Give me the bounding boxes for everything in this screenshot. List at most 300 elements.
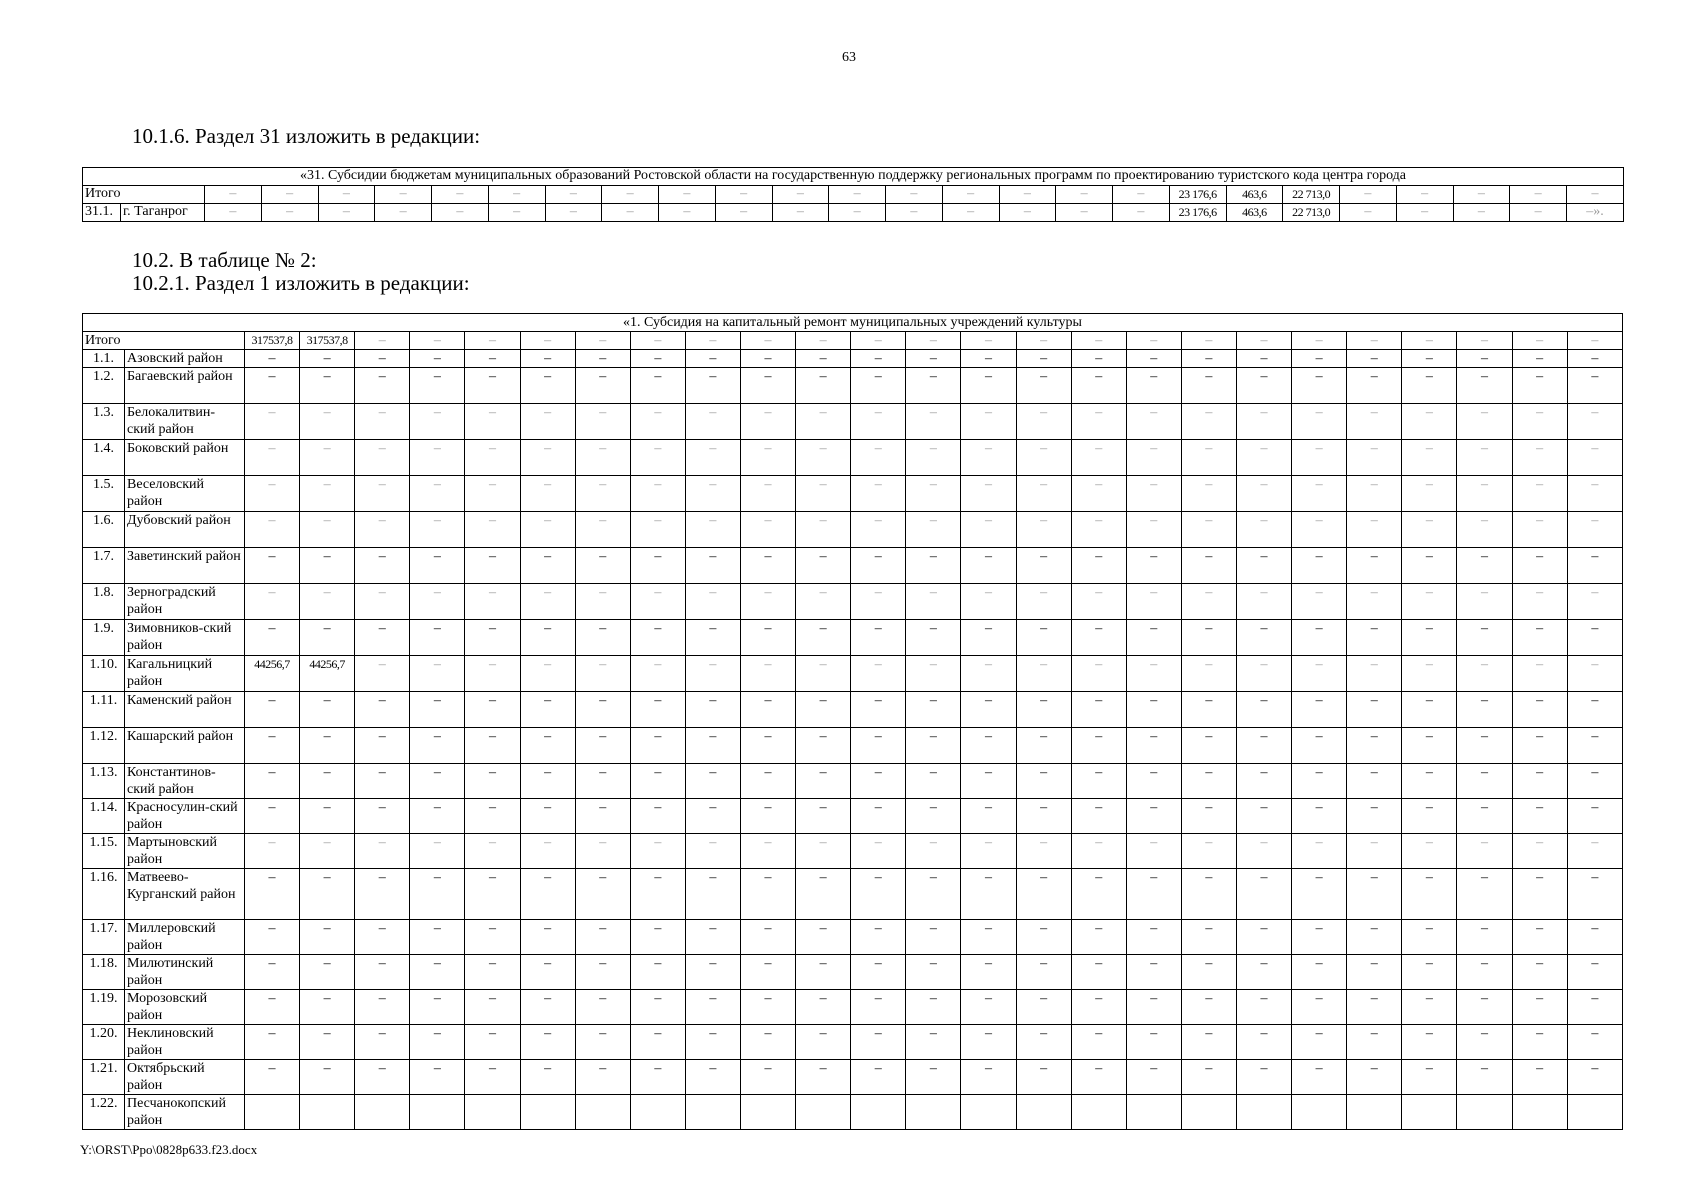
value-cell: –	[1071, 548, 1126, 584]
value-cell	[245, 1095, 300, 1130]
value-cell: –	[1071, 656, 1126, 692]
value-cell: –	[1512, 350, 1567, 368]
value-cell: –	[575, 692, 630, 728]
value-cell: –	[1126, 440, 1181, 476]
row-name: Неклиновский район	[125, 1025, 245, 1060]
value-cell: –	[1071, 764, 1126, 799]
value-cell: –	[1567, 368, 1622, 404]
row-number: 1.19.	[83, 990, 125, 1025]
table-row	[83, 728, 1623, 764]
value-cell: –	[1567, 799, 1622, 834]
value-cell	[630, 1095, 685, 1130]
row-number: 1.22.	[83, 1095, 125, 1130]
value-cell: –	[1292, 764, 1347, 799]
row-name: Веселовский район	[125, 476, 245, 512]
value-cell: –	[520, 764, 575, 799]
value-cell: –	[355, 955, 410, 990]
value-cell: –	[942, 186, 999, 204]
row-number: 1.8.	[83, 584, 125, 620]
table-title-row	[83, 168, 1624, 186]
value-cell: –	[1512, 404, 1567, 440]
value-cell: –	[1512, 799, 1567, 834]
value-cell: –	[685, 620, 740, 656]
value-cell: –	[1402, 728, 1457, 764]
value-cell: –	[520, 584, 575, 620]
table-row	[83, 799, 1623, 834]
value-cell: –	[245, 920, 300, 955]
value-cell: –	[355, 834, 410, 869]
value-cell: –	[1292, 834, 1347, 869]
value-cell: –	[1512, 955, 1567, 990]
value-cell: –	[410, 1025, 465, 1060]
value-cell: –	[961, 350, 1016, 368]
value-cell: –	[245, 548, 300, 584]
value-cell: –	[851, 692, 906, 728]
value-cell: –	[300, 548, 355, 584]
value-cell: –	[1396, 204, 1453, 222]
value-cell: –	[300, 512, 355, 548]
value-cell	[410, 1095, 465, 1130]
value-cell: –	[1292, 548, 1347, 584]
table-row	[83, 404, 1623, 440]
value-cell: –	[602, 204, 659, 222]
value-cell: –	[772, 186, 829, 204]
value-cell: –	[772, 204, 829, 222]
value-cell: –	[1453, 204, 1510, 222]
value-cell: –	[1402, 869, 1457, 920]
value-cell: –	[1402, 990, 1457, 1025]
value-cell: –	[796, 440, 851, 476]
value-cell	[1181, 1095, 1236, 1130]
value-cell: –	[355, 404, 410, 440]
value-cell: –	[1236, 692, 1291, 728]
value-cell: –	[829, 204, 886, 222]
value-cell: –	[575, 548, 630, 584]
value-cell: –	[1181, 584, 1236, 620]
value-cell: –	[1457, 512, 1512, 548]
value-cell: –».	[1567, 204, 1624, 222]
value-cell: –	[245, 440, 300, 476]
value-cell: –	[1292, 955, 1347, 990]
value-cell: –	[1126, 799, 1181, 834]
row-number: 1.21.	[83, 1060, 125, 1095]
value-cell: –	[961, 332, 1016, 350]
value-cell: –	[355, 728, 410, 764]
value-cell: –	[245, 1025, 300, 1060]
value-cell: –	[1567, 620, 1622, 656]
value-cell: –	[740, 1025, 795, 1060]
value-cell: –	[685, 332, 740, 350]
value-cell: –	[796, 990, 851, 1025]
value-cell: –	[355, 620, 410, 656]
row-name: Морозовский район	[125, 990, 245, 1025]
value-cell: –	[575, 368, 630, 404]
value-cell: –	[851, 350, 906, 368]
value-cell: –	[1402, 920, 1457, 955]
table-row	[83, 620, 1623, 656]
value-cell: –	[796, 512, 851, 548]
value-cell: –	[1236, 332, 1291, 350]
value-cell: –	[1236, 584, 1291, 620]
value-cell: –	[961, 955, 1016, 990]
value-cell: –	[1567, 834, 1622, 869]
value-cell: –	[520, 692, 575, 728]
value-cell: –	[1126, 548, 1181, 584]
value-cell: –	[906, 368, 961, 404]
value-cell: –	[630, 332, 685, 350]
value-cell: –	[465, 656, 520, 692]
value-cell: –	[630, 834, 685, 869]
value-cell: –	[410, 512, 465, 548]
value-cell: –	[1347, 764, 1402, 799]
value-cell: –	[1457, 656, 1512, 692]
value-cell: –	[851, 1025, 906, 1060]
value-cell: –	[245, 869, 300, 920]
value-cell: –	[796, 548, 851, 584]
value-cell: –	[245, 1060, 300, 1095]
value-cell: –	[685, 368, 740, 404]
value-cell: –	[1402, 764, 1457, 799]
value-cell: –	[1126, 955, 1181, 990]
value-cell: –	[575, 1060, 630, 1095]
value-cell: –	[1567, 920, 1622, 955]
value-cell: –	[1512, 692, 1567, 728]
value-cell: –	[1347, 332, 1402, 350]
value-cell: –	[575, 869, 630, 920]
value-cell: –	[1567, 1025, 1622, 1060]
value-cell: –	[1512, 920, 1567, 955]
row-name: Кашарский район	[125, 728, 245, 764]
value-cell: –	[630, 1025, 685, 1060]
value-cell: –	[1181, 955, 1236, 990]
table-title: «31. Субсидии бюджетам муниципальных образований Ростовской области на государственную поддержку региональных программ по проектированию туристского кода центра города	[83, 168, 1624, 186]
value-cell: –	[432, 186, 489, 204]
value-cell: –	[300, 955, 355, 990]
value-cell: –	[245, 955, 300, 990]
value-cell: –	[410, 476, 465, 512]
row-label: Итого	[83, 332, 245, 350]
value-cell: –	[906, 799, 961, 834]
value-cell: –	[740, 620, 795, 656]
value-cell	[1292, 1095, 1347, 1130]
heading-section-1: 10.2.1. Раздел 1 изложить в редакции:	[132, 271, 470, 295]
row-number: 1.13.	[83, 764, 125, 799]
value-cell: –	[796, 350, 851, 368]
value-cell: –	[1056, 186, 1113, 204]
value-cell: –	[1181, 512, 1236, 548]
value-cell: –	[740, 512, 795, 548]
value-cell: –	[685, 692, 740, 728]
value-cell: –	[1457, 368, 1512, 404]
value-cell: –	[355, 332, 410, 350]
value-cell: –	[1512, 440, 1567, 476]
value-cell: –	[245, 512, 300, 548]
value-cell: –	[1292, 512, 1347, 548]
value-cell: –	[1457, 728, 1512, 764]
value-cell: –	[961, 1025, 1016, 1060]
value-cell: –	[465, 869, 520, 920]
value-cell: –	[520, 368, 575, 404]
row-name: Багаевский район	[125, 368, 245, 404]
value-cell: –	[906, 1025, 961, 1060]
value-cell: –	[355, 476, 410, 512]
value-cell: –	[1071, 869, 1126, 920]
row-number: 1.7.	[83, 548, 125, 584]
value-cell: –	[465, 368, 520, 404]
row-label: Итого	[83, 186, 205, 204]
value-cell: –	[1016, 476, 1071, 512]
value-cell	[961, 1095, 1016, 1130]
value-cell: –	[1347, 656, 1402, 692]
value-cell: –	[1567, 955, 1622, 990]
value-cell: –	[1126, 512, 1181, 548]
value-cell: –	[520, 548, 575, 584]
value-cell: –	[1016, 620, 1071, 656]
value-cell: –	[300, 692, 355, 728]
value-cell: –	[851, 990, 906, 1025]
value-cell: –	[796, 920, 851, 955]
value-cell: –	[796, 728, 851, 764]
value-cell: –	[1236, 1025, 1291, 1060]
value-cell: –	[355, 869, 410, 920]
value-cell: –	[961, 869, 1016, 920]
value-cell: –	[906, 332, 961, 350]
value-cell: –	[1512, 869, 1567, 920]
row-number: 1.2.	[83, 368, 125, 404]
value-cell: –	[1016, 990, 1071, 1025]
value-cell: –	[465, 1060, 520, 1095]
value-cell: –	[630, 990, 685, 1025]
row-name: Белокалитвин-ский район	[125, 404, 245, 440]
value-cell: –	[1016, 350, 1071, 368]
value-cell: –	[1567, 548, 1622, 584]
row-name: Зимовников-ский район	[125, 620, 245, 656]
value-cell: –	[1457, 990, 1512, 1025]
row-name: г. Таганрог	[121, 204, 205, 222]
value-cell: –	[1113, 204, 1170, 222]
value-cell: –	[245, 990, 300, 1025]
value-cell: –	[961, 404, 1016, 440]
row-number: 1.14.	[83, 799, 125, 834]
value-cell	[1126, 1095, 1181, 1130]
value-cell: –	[942, 204, 999, 222]
value-cell: –	[906, 512, 961, 548]
value-cell: –	[796, 1025, 851, 1060]
value-cell: –	[1016, 869, 1071, 920]
row-name: Кагальницкий район	[125, 656, 245, 692]
value-cell: –	[715, 186, 772, 204]
value-cell: –	[575, 920, 630, 955]
value-cell: –	[520, 476, 575, 512]
value-cell: –	[1457, 799, 1512, 834]
value-cell: –	[1347, 799, 1402, 834]
value-cell: –	[630, 548, 685, 584]
value-cell: –	[1181, 834, 1236, 869]
value-cell: –	[355, 1025, 410, 1060]
value-cell: –	[1402, 440, 1457, 476]
value-cell: –	[300, 584, 355, 620]
value-cell: –	[1347, 869, 1402, 920]
value-cell: –	[355, 692, 410, 728]
table-row	[83, 512, 1623, 548]
value-cell: –	[851, 440, 906, 476]
value-cell: –	[1181, 476, 1236, 512]
value-cell: –	[1016, 955, 1071, 990]
value-cell: –	[410, 869, 465, 920]
value-cell: –	[1126, 920, 1181, 955]
value-cell: –	[465, 920, 520, 955]
value-cell: –	[740, 656, 795, 692]
value-cell: –	[740, 350, 795, 368]
table-row	[83, 990, 1623, 1025]
value-cell: –	[355, 440, 410, 476]
value-cell: –	[300, 440, 355, 476]
value-cell: –	[410, 584, 465, 620]
value-cell: –	[465, 728, 520, 764]
value-cell: –	[575, 834, 630, 869]
table-row	[83, 584, 1623, 620]
value-cell: –	[630, 728, 685, 764]
value-cell: –	[1071, 728, 1126, 764]
value-cell: –	[685, 584, 740, 620]
row-name: Миллеровский район	[125, 920, 245, 955]
value-cell: –	[740, 548, 795, 584]
value-cell: –	[851, 834, 906, 869]
value-cell: –	[740, 440, 795, 476]
value-cell: –	[1347, 404, 1402, 440]
value-cell: –	[796, 955, 851, 990]
value-cell: –	[1567, 440, 1622, 476]
value-cell: –	[1402, 368, 1457, 404]
value-cell: –	[1292, 584, 1347, 620]
value-cell: –	[1181, 656, 1236, 692]
value-cell: –	[410, 656, 465, 692]
row-name: Милютинский район	[125, 955, 245, 990]
value-cell: –	[906, 350, 961, 368]
value-cell: 463,6	[1226, 186, 1283, 204]
value-cell: –	[488, 186, 545, 204]
row-name: Азовский район	[125, 350, 245, 368]
value-cell: –	[520, 350, 575, 368]
value-cell: –	[1567, 869, 1622, 920]
value-cell: –	[465, 955, 520, 990]
value-cell: –	[1402, 512, 1457, 548]
value-cell: –	[1236, 440, 1291, 476]
value-cell: –	[1181, 620, 1236, 656]
value-cell: –	[300, 1060, 355, 1095]
value-cell: –	[1071, 476, 1126, 512]
value-cell: –	[1236, 656, 1291, 692]
value-cell: –	[1181, 1060, 1236, 1095]
value-cell: –	[1402, 548, 1457, 584]
value-cell: –	[1181, 548, 1236, 584]
value-cell: –	[685, 512, 740, 548]
value-cell: –	[685, 656, 740, 692]
value-cell: –	[1181, 332, 1236, 350]
value-cell: –	[1292, 799, 1347, 834]
table-row	[83, 920, 1623, 955]
value-cell: –	[1512, 834, 1567, 869]
value-cell: –	[796, 1060, 851, 1095]
value-cell: –	[1567, 332, 1622, 350]
value-cell: –	[961, 1060, 1016, 1095]
value-cell: –	[740, 920, 795, 955]
value-cell: –	[1402, 584, 1457, 620]
value-cell: –	[961, 799, 1016, 834]
value-cell: –	[410, 764, 465, 799]
value-cell	[1457, 1095, 1512, 1130]
value-cell: –	[245, 350, 300, 368]
value-cell: –	[465, 440, 520, 476]
value-cell: –	[685, 990, 740, 1025]
value-cell: 463,6	[1226, 204, 1283, 222]
value-cell: –	[1236, 404, 1291, 440]
value-cell: –	[520, 920, 575, 955]
value-cell: –	[205, 186, 262, 204]
value-cell	[1016, 1095, 1071, 1130]
value-cell: –	[961, 584, 1016, 620]
value-cell: –	[410, 920, 465, 955]
row-name: Константинов-ский район	[125, 764, 245, 799]
value-cell: –	[1071, 799, 1126, 834]
value-cell: –	[410, 332, 465, 350]
value-cell: –	[829, 186, 886, 204]
value-cell: –	[906, 990, 961, 1025]
table-title-row	[83, 314, 1623, 332]
value-cell: –	[1126, 1060, 1181, 1095]
row-number: 1.11.	[83, 692, 125, 728]
value-cell: –	[205, 204, 262, 222]
value-cell: –	[906, 764, 961, 799]
value-cell: –	[1126, 764, 1181, 799]
value-cell: –	[906, 584, 961, 620]
value-cell: –	[300, 834, 355, 869]
value-cell: –	[906, 920, 961, 955]
value-cell: –	[410, 728, 465, 764]
value-cell: –	[575, 656, 630, 692]
value-cell: –	[1347, 692, 1402, 728]
value-cell: –	[630, 620, 685, 656]
section-31-table	[82, 167, 1624, 222]
value-cell: –	[1457, 920, 1512, 955]
row-name: Октябрьский район	[125, 1060, 245, 1095]
table-row	[83, 368, 1623, 404]
value-cell: 44256,7	[300, 656, 355, 692]
row-number: 31.1.	[83, 204, 121, 222]
value-cell: –	[300, 764, 355, 799]
value-cell: –	[410, 1060, 465, 1095]
value-cell: –	[961, 620, 1016, 656]
value-cell: –	[851, 368, 906, 404]
value-cell: –	[1016, 799, 1071, 834]
value-cell: –	[410, 350, 465, 368]
value-cell: –	[300, 799, 355, 834]
value-cell: –	[906, 834, 961, 869]
value-cell: –	[1512, 548, 1567, 584]
value-cell: –	[1512, 1025, 1567, 1060]
value-cell: –	[715, 204, 772, 222]
value-cell: –	[410, 990, 465, 1025]
value-cell: –	[1126, 990, 1181, 1025]
value-cell: –	[488, 204, 545, 222]
row-name: Песчанокопский район	[125, 1095, 245, 1130]
value-cell: –	[685, 834, 740, 869]
value-cell: 44256,7	[245, 656, 300, 692]
value-cell: –	[300, 404, 355, 440]
value-cell: –	[1181, 799, 1236, 834]
value-cell: –	[1016, 548, 1071, 584]
value-cell: –	[685, 548, 740, 584]
